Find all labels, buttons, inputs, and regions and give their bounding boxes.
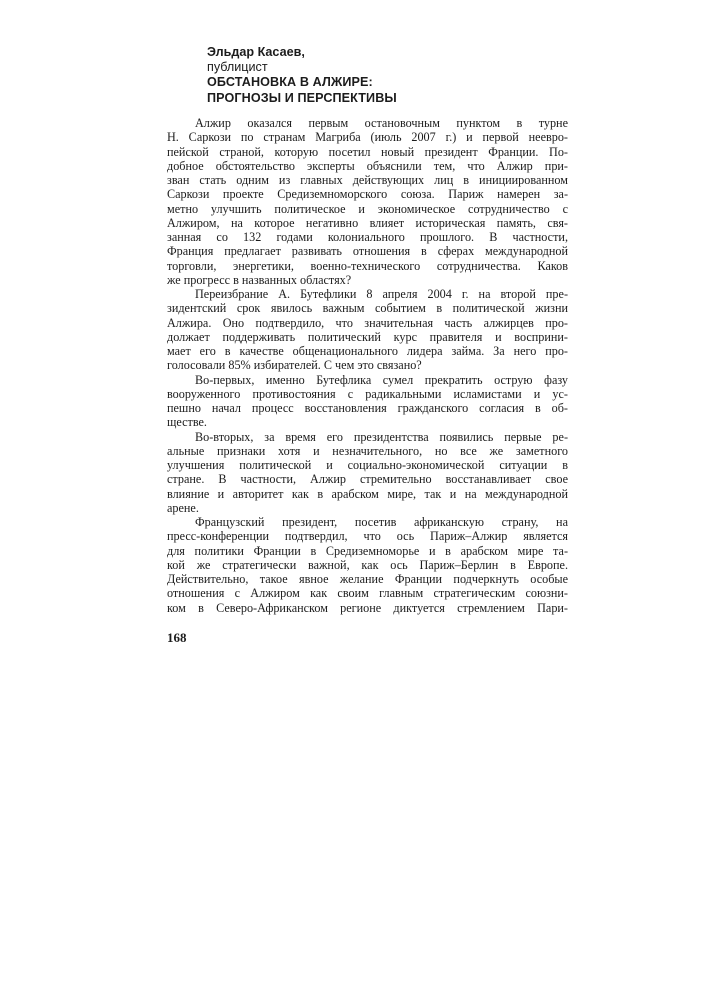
article-title-line-2: ПРОГНОЗЫ И ПЕРСПЕКТИВЫ — [207, 90, 397, 105]
paragraph-1-line: Саркози проекте Средиземноморского союза. Париж намерен за- — [167, 187, 568, 202]
paragraph-5-line: Французский президент, посетив африканскую страну, на — [195, 515, 568, 529]
paragraph-2-line: Переизбрание А. Бутефлики 8 апреля 2004 г. на второй пре- — [195, 287, 568, 301]
paragraph-1-line: Франция предлагает развивать отношения в сферах международной — [167, 244, 568, 259]
author-role: публицист — [207, 60, 268, 75]
paragraph-4-line: влияние и авторитет как в арабском мире, так и на международной — [167, 486, 568, 501]
paragraph-3-line: пешно начал процесс восстановления гражданского согласия в об- — [167, 401, 568, 415]
paragraph-4-line: арене. — [167, 500, 199, 515]
paragraph-2-line: должает поддерживать политический курс правителя и восприни- — [167, 329, 568, 344]
paragraph-1-line: торговли, энергетики, военно-технического сотрудничества. Каков — [167, 258, 568, 273]
paragraph-5-line: отношения с Алжиром как своим главным стратегическим союзни- — [167, 586, 568, 601]
paragraph-1-line: занная со 132 годами колониального прошлого. В частности, — [167, 230, 568, 244]
paragraph-5-line: кой же стратегически важной, как ось Париж–Берлин в Европе. — [167, 557, 568, 572]
paragraph-1-line: метно улучшить политическое и экономическое сотрудничество с — [167, 201, 568, 216]
paragraph-1-line: Н. Саркози по странам Магриба (июль 2007 г.) и первой неевро- — [167, 130, 568, 145]
article-body — [167, 116, 568, 615]
article-header — [207, 45, 397, 106]
paragraph-2-line: мает его в качестве общенационального лидера займа. За него про- — [167, 344, 568, 358]
paragraph-5-line: ком в Северо-Африканском регионе диктуется стремлением Пари- — [167, 600, 568, 615]
page-number: 168 — [167, 630, 187, 645]
paragraph-2-line: зидентский срок явилось важным событием в политической жизни — [167, 301, 568, 316]
author-name: Эльдар Касаев, — [207, 45, 305, 59]
paragraph-1-line: Алжиром, на которое негативно влияет историческая память, свя- — [167, 215, 568, 230]
paragraph-3-line: ществе. — [167, 415, 207, 430]
page-footer — [167, 630, 187, 646]
paragraph-2-line: голосовали 85% избирателей. С чем это связано? — [167, 358, 422, 373]
paragraph-4-line: альные признаки хотя и незначительного, но все же заметного — [167, 443, 568, 458]
paragraph-5-line: пресс-конференции подтвердил, что ось Париж–Алжир является — [167, 529, 568, 544]
paragraph-4-line: Во-вторых, за время его президентства появились первые ре- — [195, 429, 568, 444]
paragraph-1-line: добное обстоятельство эксперты объяснили тем, что Алжир при- — [167, 158, 568, 173]
paragraph-1-line: же прогресс в названных областях? — [167, 272, 352, 287]
paragraph-2-line: Алжира. Оно подтвердило, что значительная часть алжирцев про- — [167, 315, 568, 330]
paragraph-5-line: для политики Франции в Средиземноморье и в арабском мире та- — [167, 543, 568, 558]
paragraph-5-line: Действительно, такое явное желание Франции подчеркнуть особые — [167, 572, 568, 586]
paragraph-4-line: улучшения политической и социально-экономической ситуации в — [167, 458, 568, 472]
paragraph-4-line: стране. В частности, Алжир стремительно восстанавливает свое — [167, 472, 568, 487]
article-title-line-1: ОБСТАНОВКА В АЛЖИРЕ: — [207, 75, 373, 90]
paragraph-1-line: зван стать одним из главных действующих лиц в инициированном — [167, 173, 568, 187]
paragraph-3-line: вооруженного противостояния с радикальными исламистами и ус- — [167, 386, 568, 401]
paragraph-1-line: пейской страной, которую посетил новый президент Франции. По- — [167, 144, 568, 159]
paragraph-1-line: Алжир оказался первым остановочным пунктом в турне — [195, 116, 568, 130]
paragraph-3-line: Во-первых, именно Бутефлика сумел прекратить острую фазу — [195, 372, 568, 387]
